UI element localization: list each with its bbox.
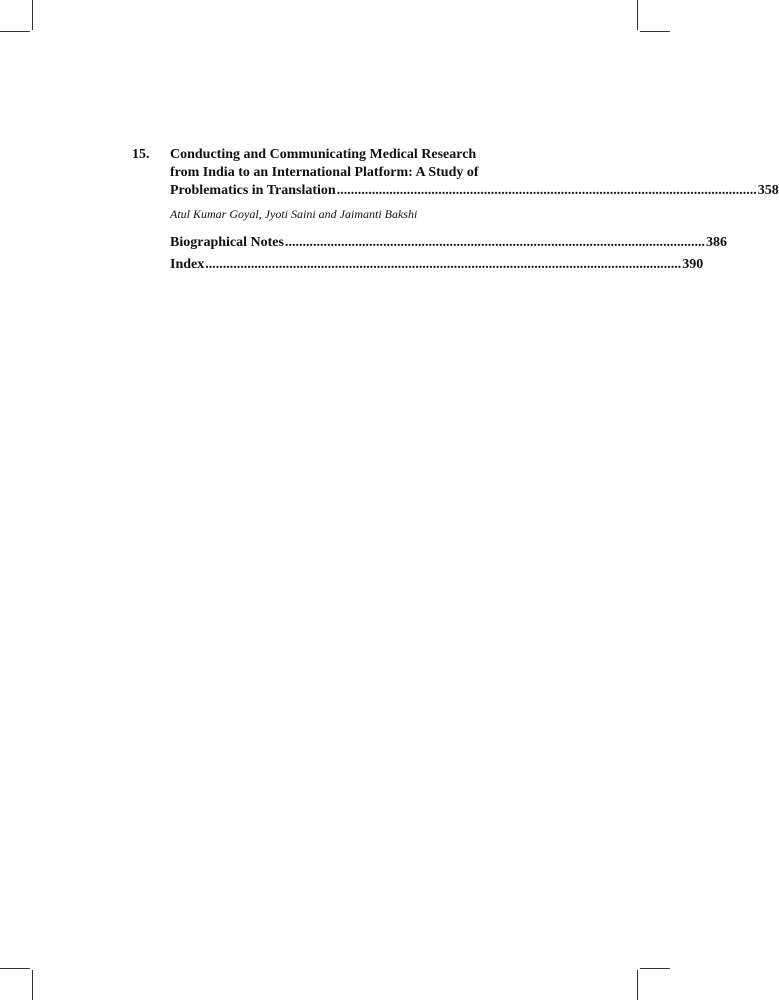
crop-mark-bottom-right [637, 970, 638, 1000]
crop-mark-top-left-horizontal [0, 31, 30, 32]
toc-entry-index[interactable] [170, 256, 704, 274]
chapter-title-line-1: Conducting and Communicating Medical Research [170, 147, 477, 162]
crop-mark-bottom-right-horizontal [640, 968, 670, 969]
chapter-authors: Atul Kumar Goyal, Jyoti Saini and Jaimanti Bakshi [170, 207, 418, 221]
crop-mark-top-right-horizontal [640, 31, 670, 32]
crop-mark-bottom-left [32, 970, 33, 1000]
toc-entry-chapter-15[interactable] [132, 146, 779, 222]
chapter-title-line-3: Problematics in Translation [170, 183, 336, 198]
chapter-title-last-line [170, 182, 779, 200]
dot-leader: ........................................................................................................................ [336, 183, 757, 198]
biographical-notes-page: 386 [705, 235, 727, 250]
chapter-number: 15. [132, 147, 150, 162]
table-of-contents [132, 146, 779, 274]
crop-mark-top-left [32, 0, 33, 30]
toc-entry-biographical-notes[interactable] [170, 234, 727, 252]
biographical-notes-label: Biographical Notes [170, 235, 284, 250]
dot-leader: ........................................................................................................................ [284, 235, 705, 250]
dot-leader: ........................................................................................................................................ [205, 257, 682, 272]
crop-mark-bottom-left-horizontal [0, 968, 30, 969]
crop-mark-top-right [637, 0, 638, 30]
back-matter-entries [170, 234, 727, 274]
chapter-page-number: 358 [757, 183, 779, 198]
chapter-title-line-2: from India to an International Platform: A Study of [170, 165, 479, 180]
index-label: Index [170, 257, 205, 272]
index-page: 390 [682, 257, 704, 272]
